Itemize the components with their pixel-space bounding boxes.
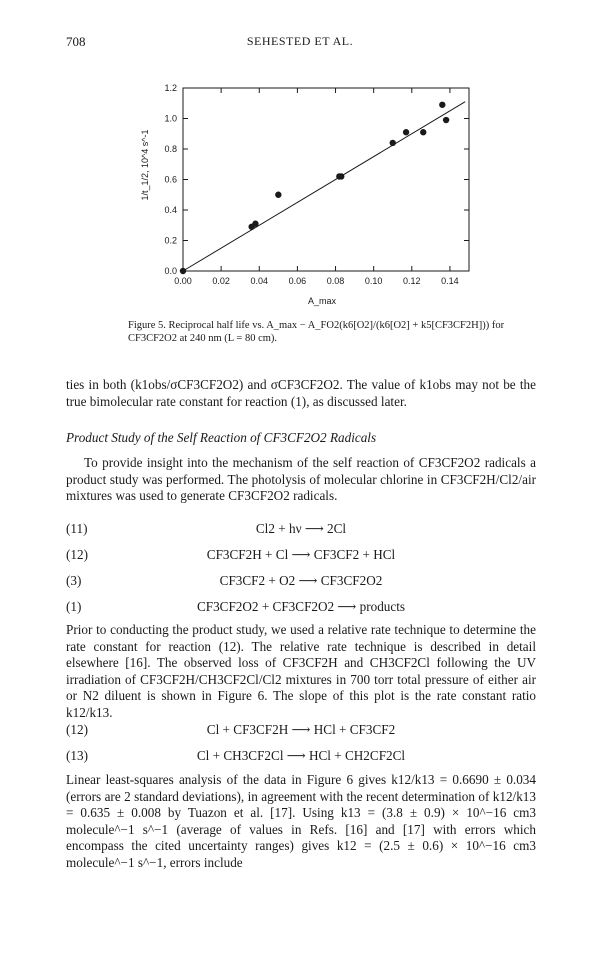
figure-caption [128,319,518,345]
data-point [275,192,281,198]
caption-text: Reciprocal half life vs. A_max − A_FO2(k6[O2]/(k6[O2] + k5[CF3CF2H])) for CF3CF2O2 at 240 nm (L = 80 cm). [128,320,505,344]
x-tick-label: 0.02 [212,276,230,286]
reaction-equation: Cl + CH3CF2Cl ⟶ HCl + CH2CF2Cl [196,748,406,763]
data-point [180,268,186,274]
x-tick-label: 0.12 [403,276,421,286]
paragraph-3: Prior to conducting the product study, we used a relative rate technique to determine the rate constant for reaction (12). The relative rate technique is described in detail elsewhere [16]. The observed loss of CF3CF2H and CH3CF2Cl following the UV irradiation of CF3CF2H/CH3CF2Cl/Cl2 mixtures in 700 torr total pressure of either air or N2 diluent is shown in Figure 6. The slope of this plot is the rate constant ratio k12/k13. [66,622,536,720]
y-tick-label: 0.2 [164,235,177,246]
reaction-number: (11) [66,521,88,536]
paragraph-2: To provide insight into the mechanism of the self reaction of CF3CF2O2 radicals a product study was performed. The photolysis of molecular chlorine in CF3CF2H/Cl2/air mixtures was used to generate CF3CF2O2 radicals. [66,455,536,504]
reaction-equation: Cl + CF3CF2H ⟶ HCl + CF3CF2 [206,722,396,737]
page-number: 708 [66,34,86,49]
y-tick-label: 0.0 [164,266,177,276]
reaction-row [66,521,536,537]
x-tick-label: 0.08 [326,276,345,286]
running-head: SEHESTED ET AL. [246,34,354,48]
caption-label: Figure 5. [128,320,166,331]
reaction-row [66,547,536,563]
reaction-equation: CF3CF2H + Cl ⟶ CF3CF2 + HCl [206,547,396,562]
section-title: Product Study of the Self Reaction of CF3CF2O2 Radicals [66,430,377,445]
reaction-number: (3) [66,573,82,588]
x-tick-label: 0.04 [250,276,269,286]
reaction-row [66,599,536,615]
reaction-equation: CF3CF2O2 + CF3CF2O2 ⟶ products [196,599,406,614]
data-point [420,129,426,135]
data-point [403,129,409,135]
reaction-row [66,722,536,738]
reaction-number: (12) [66,547,88,562]
chart-ticks [164,83,469,286]
y-axis-label: 1/t_1/2, 10^4 s^-1 [140,129,150,201]
scatter-chart [0,0,600,320]
data-point [252,221,258,227]
reaction-number: (13) [66,748,88,763]
reaction-equation: Cl2 + hν ⟶ 2Cl [255,521,347,536]
fit-line-group [183,102,465,271]
reaction-number: (12) [66,722,88,737]
x-tick-label: 0.10 [364,276,383,286]
reaction-row [66,748,536,764]
y-tick-label: 0.6 [164,174,177,185]
data-point [443,117,449,123]
data-point [390,140,396,146]
y-tick-label: 0.4 [164,205,177,215]
y-tick-label: 0.8 [164,144,177,154]
reaction-row [66,573,536,589]
y-tick-label: 1.0 [164,113,177,124]
plot-frame [183,88,469,271]
x-tick-label: 0.00 [174,276,192,286]
y-tick-label: 1.2 [164,83,177,93]
x-tick-label: 0.14 [441,276,459,286]
paragraph-1: ties in both (k1obs/σCF3CF2O2) and σCF3CF2O2. The value of k1obs may not be the true bimolecular rate constant for reaction (1), as discussed later. [66,377,536,409]
x-tick-label: 0.06 [288,276,307,286]
x-axis-label: A_max [307,296,337,306]
reaction-number: (1) [66,599,82,614]
fit-line [183,102,465,271]
paragraph-4: Linear least-squares analysis of the data in Figure 6 gives k12/k13 = 0.6690 ± 0.034 (errors are 2 standard deviations), in agreement with the recent determination of k12/k13 = 0.635 ± 0.008 by Tuazon et al. [17]. Using k13 = (3.8 ± 0.9) × 10^−16 cm3 molecule^−1 s^−1 (average of values in Refs. [16] and [17] with errors which encompass the cited uncertainty ranges) gives k12 = (2.5 ± 0.6) × 10^−16 cm3 molecule^−1 s^−1, errors include [66,772,536,870]
reaction-equation: CF3CF2 + O2 ⟶ CF3CF2O2 [219,573,383,588]
data-point [439,102,445,108]
chart-axes [183,88,469,271]
data-point [338,173,344,179]
